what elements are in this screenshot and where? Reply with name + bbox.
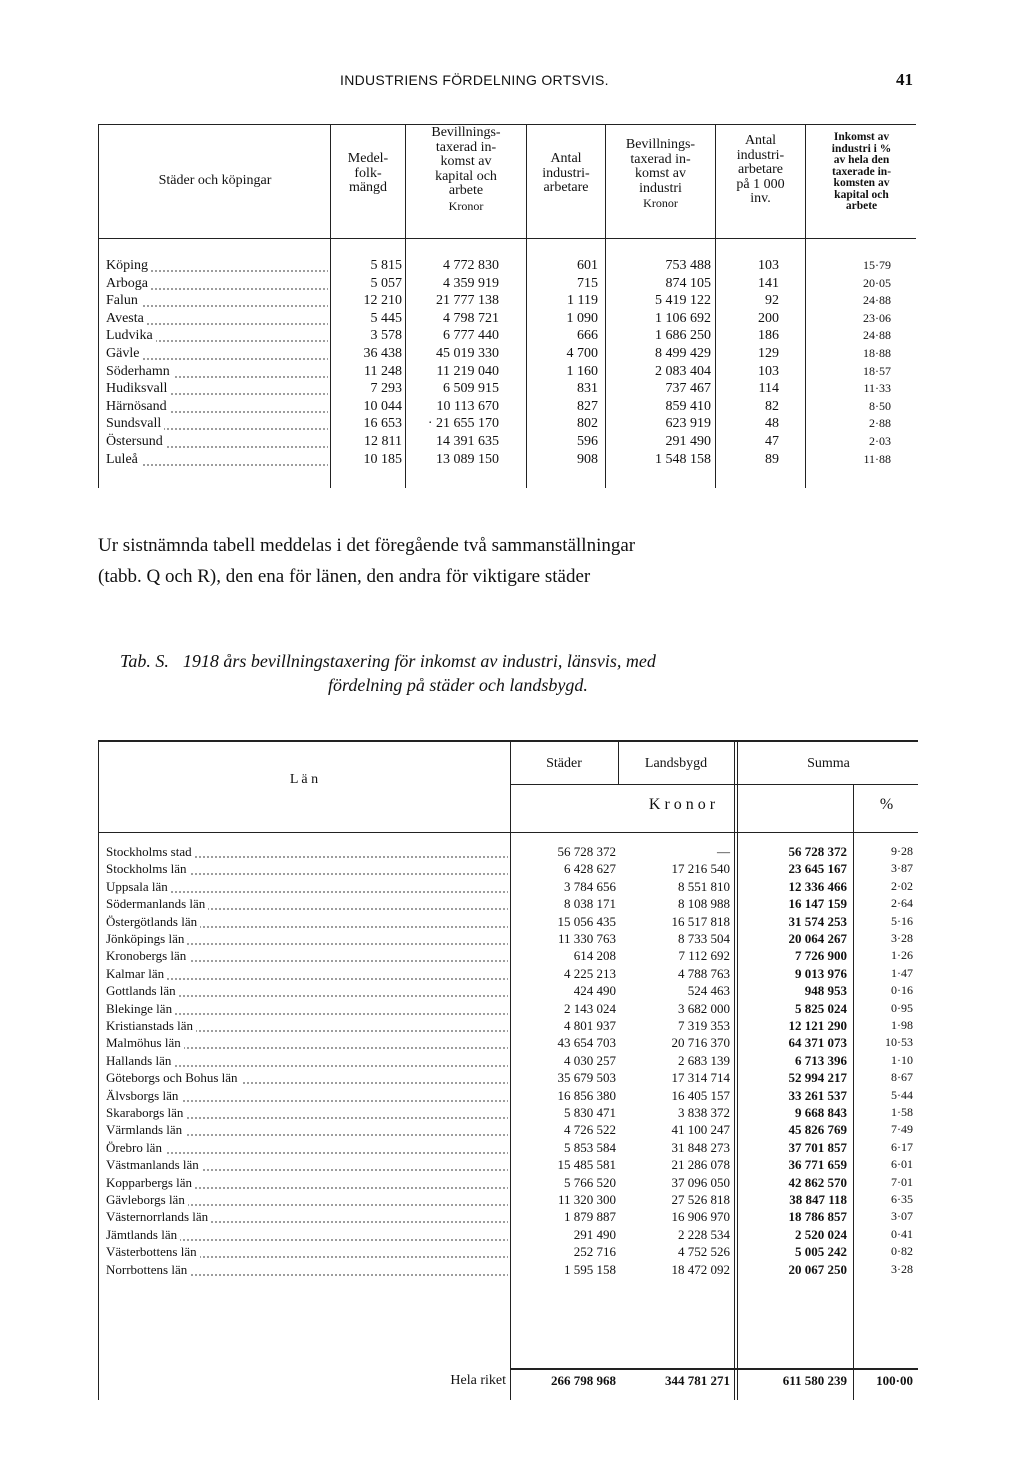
cell-pct: 9·28 <box>891 844 913 858</box>
cell-pct: 1·58 <box>891 1105 913 1119</box>
cell-landsbygd: 8 551 810 <box>678 878 730 894</box>
cell-lan: Blekinge län <box>106 1000 508 1018</box>
table-row <box>98 1208 918 1226</box>
cell-stader: 15 485 581 <box>557 1157 616 1173</box>
cell-summa: 56 728 372 <box>788 844 847 859</box>
cell-pct: 0·41 <box>891 1226 913 1241</box>
cell-pop: 16 653 <box>363 416 402 432</box>
cell-pct: 0·82 <box>891 1244 913 1259</box>
cell-lan: Norrbottens län <box>106 1261 508 1279</box>
cell-pop: 10 185 <box>363 451 402 467</box>
cell-tax: 4 798 721 <box>443 310 499 326</box>
cell-lan: Östergötlands län <box>106 913 508 931</box>
cell-tax: 4 359 919 <box>443 275 499 291</box>
counties-table <box>98 740 918 1400</box>
header-ind-tax: Bevillnings- taxerad in- komst av industri Kronor <box>625 137 696 210</box>
cities-table <box>98 124 916 488</box>
table-row <box>98 1121 918 1139</box>
cell-stader: 56 728 372 <box>557 844 616 859</box>
cell-lan: Gävleborgs län <box>106 1191 508 1209</box>
cell-landsbygd: 17 314 714 <box>671 1070 730 1086</box>
cell-per1000: 48 <box>765 416 779 432</box>
table-row <box>98 1034 918 1052</box>
table-row <box>98 380 916 398</box>
cell-landsbygd: 8 733 504 <box>678 931 730 946</box>
cell-summa: 42 862 570 <box>788 1174 847 1190</box>
cell-city: Östersund <box>106 433 328 451</box>
table-row <box>98 982 918 1000</box>
cell-stader: 4 726 522 <box>564 1122 616 1138</box>
cell-pct: 8·67 <box>891 1070 913 1085</box>
cell-summa: 6 713 396 <box>795 1052 847 1068</box>
header-kronor: K r o n o r <box>648 796 716 813</box>
cell-landsbygd: 8 108 988 <box>678 896 730 912</box>
cell-tax: 14 391 635 <box>436 434 499 449</box>
table-row <box>98 878 918 896</box>
cell-lan: Kopparbergs län <box>106 1174 508 1192</box>
cell-tax: 10 113 670 <box>436 398 499 414</box>
cell-stader: 4 801 937 <box>564 1018 616 1033</box>
cell-landsbygd: 4 752 526 <box>678 1244 730 1260</box>
cell-lan: Värmlands län <box>106 1121 508 1139</box>
cell-landsbygd: — <box>717 844 730 859</box>
cell-stader: 4 030 257 <box>564 1052 616 1068</box>
cell-stader: 8 038 171 <box>564 896 616 912</box>
header-tax: Bevillnings- taxerad in- komst av kapital och arbete Kronor <box>431 125 501 213</box>
table-row <box>98 275 916 293</box>
cell-landsbygd: 3 838 372 <box>678 1105 730 1120</box>
cell-share: 2·88 <box>869 416 891 431</box>
cell-lan: Västmanlands län <box>106 1156 508 1174</box>
cell-tax: 4 772 830 <box>443 258 499 273</box>
cell-stader: 11 330 763 <box>557 931 616 946</box>
cell-lan: Västerbottens län <box>106 1243 508 1261</box>
table-row <box>98 345 916 363</box>
cell-pct: 6·35 <box>891 1192 913 1206</box>
page-number: 41 <box>896 70 913 89</box>
cell-pct: 2·64 <box>891 896 913 911</box>
table-row <box>98 1000 918 1018</box>
cell-city: Ludvika <box>106 327 328 345</box>
header-per1000: Antal industri- arbetare på 1 000 inv. <box>736 133 785 206</box>
table-caption: Tab. S. 1918 års bevillningstaxering för inkomst av industri, länsvis, med <box>120 651 656 671</box>
cell-summa: 5 825 024 <box>795 1000 847 1016</box>
table-row <box>98 1243 918 1261</box>
cell-city: Avesta <box>106 310 328 328</box>
cell-ind-tax: 874 105 <box>665 275 711 291</box>
cell-summa: 5 005 242 <box>795 1244 847 1260</box>
cell-landsbygd: 3 682 000 <box>678 1000 730 1016</box>
cell-per1000: 186 <box>758 328 779 344</box>
cell-summa: 16 147 159 <box>788 896 847 912</box>
cell-per1000: 103 <box>758 258 779 273</box>
cell-stader: 424 490 <box>573 983 616 999</box>
table-row <box>98 895 918 913</box>
cell-lan: Södermanlands län <box>106 895 508 913</box>
table-row <box>98 310 916 328</box>
cell-summa: 18 786 857 <box>788 1209 847 1225</box>
cell-share: 18·88 <box>863 346 891 360</box>
cell-city: Falun <box>106 292 328 310</box>
table-row <box>98 451 916 469</box>
cell-lan: Stockholms län <box>106 860 508 878</box>
cell-summa: 64 371 073 <box>788 1035 847 1051</box>
cell-ind-tax: 1 548 158 <box>655 451 711 467</box>
cell-share: 18·57 <box>863 363 891 378</box>
cell-pct: 6·01 <box>891 1157 913 1172</box>
cell-share: 15·79 <box>863 258 891 272</box>
cell-landsbygd: 20 716 370 <box>671 1035 730 1051</box>
cell-summa: 33 261 537 <box>788 1087 847 1103</box>
cell-tax: 13 089 150 <box>436 451 499 467</box>
cell-workers: 1 090 <box>566 310 598 326</box>
cell-summa: 7 726 900 <box>795 948 847 964</box>
cell-lan: Jönköpings län <box>106 930 508 948</box>
cell-per1000: 141 <box>758 275 779 291</box>
cell-pct: 3·28 <box>891 1261 913 1276</box>
body-paragraph: Ur sistnämnda tabell meddelas i det föregående två sammanställningar (tabb. Q och R), den ena för länen, den andra för viktigare städer <box>98 535 636 587</box>
cell-pop: 12 811 <box>364 434 402 449</box>
cell-workers: 908 <box>577 451 598 467</box>
cell-stader: 43 654 703 <box>557 1035 616 1051</box>
table-caption-line2: fördelning på städer och landsbygd. <box>328 675 588 695</box>
cell-workers: 1 119 <box>567 293 598 309</box>
cell-lan: Skaraborgs län <box>106 1104 508 1122</box>
header-workers: Antal industri- arbetare <box>542 151 590 195</box>
cell-lan: Hallands län <box>106 1052 508 1070</box>
cell-landsbygd: 18 472 092 <box>671 1261 730 1277</box>
cell-stader: 16 856 380 <box>557 1087 616 1103</box>
cell-city: Arboga <box>106 275 328 293</box>
cell-workers: 715 <box>577 275 598 291</box>
cell-per1000: 129 <box>758 346 779 361</box>
cell-landsbygd: 17 216 540 <box>671 861 730 877</box>
cell-workers: 601 <box>577 258 598 273</box>
cell-landsbygd: 524 463 <box>687 983 730 999</box>
cell-pct: 3·07 <box>891 1209 913 1224</box>
cell-landsbygd: 2 683 139 <box>678 1052 730 1068</box>
header-city: Städer och köpingar <box>158 173 272 188</box>
cell-landsbygd: 16 906 970 <box>671 1209 730 1225</box>
cell-share: 20·05 <box>863 275 891 290</box>
header-stader: Städer <box>546 756 582 771</box>
cell-pct: 0·16 <box>891 983 913 998</box>
cell-tax: 6 777 440 <box>443 328 499 344</box>
cell-summa: 31 574 253 <box>788 913 847 929</box>
cell-tax: · 21 655 170 <box>427 416 499 432</box>
table-row <box>98 947 918 965</box>
total-row: Hela riket 266 798 968 344 781 271 611 580 239 100·00 <box>450 1373 913 1388</box>
cell-per1000: 89 <box>765 451 779 467</box>
cell-share: 24·88 <box>863 293 891 308</box>
table-row <box>98 1104 918 1122</box>
cell-landsbygd: 7 112 692 <box>678 948 730 964</box>
cell-city: Härnösand <box>106 398 328 416</box>
cell-summa: 9 668 843 <box>795 1105 847 1120</box>
table-row <box>98 257 916 275</box>
cell-lan: Örebro län <box>106 1139 508 1157</box>
cell-pop: 5 057 <box>370 275 402 291</box>
cell-landsbygd: 7 319 353 <box>678 1018 730 1033</box>
table-row <box>98 1226 918 1244</box>
cell-ind-tax: 753 488 <box>665 258 711 273</box>
cell-pop: 5 445 <box>370 310 402 326</box>
cell-pct: 3·28 <box>891 931 913 945</box>
cell-workers: 827 <box>577 398 598 414</box>
running-header: INDUSTRIENS FÖRDELNING ORTSVIS. <box>340 72 609 88</box>
cell-summa: 12 121 290 <box>788 1018 847 1033</box>
cell-stader: 5 830 471 <box>564 1105 616 1120</box>
cell-pct: 7·49 <box>891 1122 913 1137</box>
cell-per1000: 200 <box>758 310 779 326</box>
cell-summa: 36 771 659 <box>788 1157 847 1173</box>
cell-pct: 1·10 <box>891 1052 913 1067</box>
cell-pct: 1·98 <box>891 1018 913 1032</box>
header-lan: L ä n <box>289 772 319 787</box>
table-row <box>98 1069 918 1087</box>
cell-share: 8·50 <box>869 398 891 413</box>
cell-per1000: 47 <box>765 434 779 449</box>
table-row <box>98 433 916 451</box>
table-row <box>98 398 916 416</box>
cell-pop: 7 293 <box>370 381 402 397</box>
cell-workers: 666 <box>577 328 598 344</box>
cell-city: Luleå <box>106 451 328 469</box>
cell-pop: 11 248 <box>364 363 402 379</box>
cell-stader: 5 766 520 <box>564 1174 616 1190</box>
caption-label: Tab. S. <box>120 651 169 671</box>
table-row <box>98 1261 918 1279</box>
cell-lan: Göteborgs och Bohus län <box>106 1069 508 1087</box>
cell-landsbygd: 4 788 763 <box>678 965 730 981</box>
cell-summa: 38 847 118 <box>789 1192 847 1207</box>
cell-lan: Stockholms stad <box>106 843 508 861</box>
cell-pop: 36 438 <box>363 346 402 361</box>
cell-ind-tax: 623 919 <box>665 416 711 432</box>
cell-lan: Kalmar län <box>106 965 508 983</box>
cell-stader: 1 595 158 <box>564 1261 616 1277</box>
cell-workers: 831 <box>577 381 598 397</box>
cell-city: Söderhamn <box>106 363 328 381</box>
cell-pct: 5·44 <box>891 1087 913 1102</box>
header-summa: Summa <box>807 756 850 771</box>
cell-lan: Uppsala län <box>106 878 508 896</box>
cell-stader: 6 428 627 <box>564 861 616 877</box>
cell-workers: 596 <box>577 434 598 449</box>
table-row <box>98 1156 918 1174</box>
cell-ind-tax: 1 686 250 <box>655 328 711 344</box>
cell-ind-tax: 1 106 692 <box>655 310 711 326</box>
cell-ind-tax: 5 419 122 <box>655 293 711 309</box>
table-row <box>98 965 918 983</box>
cell-summa: 9 013 976 <box>795 965 847 981</box>
cell-stader: 5 853 584 <box>564 1139 616 1155</box>
cell-landsbygd: 31 848 273 <box>671 1139 730 1155</box>
cell-pop: 12 210 <box>363 293 402 309</box>
cell-lan: Älvsborgs län <box>106 1087 508 1105</box>
cell-landsbygd: 21 286 078 <box>671 1157 730 1173</box>
cell-ind-tax: 2 083 404 <box>655 363 711 379</box>
cell-summa: 2 520 024 <box>795 1226 847 1242</box>
cell-stader: 15 056 435 <box>557 913 616 929</box>
cell-tax: 21 777 138 <box>436 293 499 309</box>
cell-ind-tax: 737 467 <box>665 381 711 397</box>
cell-pop: 3 578 <box>370 328 402 344</box>
cell-share: 11·88 <box>863 451 891 466</box>
cell-per1000: 103 <box>758 363 779 379</box>
cell-city: Sundsvall <box>106 415 328 433</box>
table-row <box>98 292 916 310</box>
cell-landsbygd: 2 228 534 <box>678 1226 730 1242</box>
table-row <box>98 415 916 433</box>
cell-stader: 252 716 <box>573 1244 616 1260</box>
cell-tax: 6 509 915 <box>443 381 499 397</box>
header-share: Inkomst av industri i % av hela den taxerade in- komsten av kapital och arbete <box>831 131 892 212</box>
table-row <box>98 363 916 381</box>
cell-summa: 948 953 <box>804 983 847 999</box>
cell-stader: 3 784 656 <box>564 878 616 894</box>
cell-landsbygd: 16 405 157 <box>671 1087 730 1103</box>
cell-summa: 20 064 267 <box>788 931 847 946</box>
cell-pop: 10 044 <box>363 398 402 414</box>
cell-share: 24·88 <box>863 328 891 343</box>
cell-summa: 23 645 167 <box>788 861 847 877</box>
cell-city: Gävle <box>106 345 328 363</box>
cell-summa: 20 067 250 <box>788 1261 847 1277</box>
cell-pct: 2·02 <box>891 878 913 893</box>
header-landsbygd: Landsbygd <box>644 756 708 771</box>
cell-city: Köping <box>106 257 328 275</box>
table-row <box>98 1087 918 1105</box>
cell-share: 11·33 <box>863 381 891 396</box>
cell-workers: 4 700 <box>566 346 598 361</box>
cell-pct: 6·17 <box>891 1139 913 1154</box>
cell-ind-tax: 859 410 <box>665 398 711 414</box>
table-row <box>98 1174 918 1192</box>
cell-pct: 0·95 <box>891 1000 913 1015</box>
cell-pct: 7·01 <box>891 1174 913 1189</box>
cell-pct: 10·53 <box>885 1035 913 1050</box>
table-row <box>98 930 918 948</box>
header-pop: Medel- folk- mängd <box>347 151 389 195</box>
cell-ind-tax: 8 499 429 <box>655 346 711 361</box>
cell-stader: 2 143 024 <box>564 1000 616 1016</box>
cell-landsbygd: 41 100 247 <box>671 1122 730 1138</box>
cell-pct: 3·87 <box>891 861 913 876</box>
cell-tax: 11 219 040 <box>436 363 499 379</box>
cell-stader: 291 490 <box>573 1226 616 1242</box>
cell-summa: 37 701 857 <box>788 1139 847 1155</box>
cell-stader: 35 679 503 <box>557 1070 616 1086</box>
cell-lan: Kristianstads län <box>106 1017 508 1035</box>
cell-lan: Kronobergs län <box>106 947 508 965</box>
table-row <box>98 1017 918 1035</box>
cell-city: Hudiksvall <box>106 380 328 398</box>
cell-lan: Malmöhus län <box>106 1034 508 1052</box>
cell-tax: 45 019 330 <box>436 346 499 361</box>
cell-stader: 614 208 <box>573 948 616 964</box>
cell-landsbygd: 27 526 818 <box>671 1192 730 1207</box>
cell-pct: 1·26 <box>891 948 913 963</box>
cell-landsbygd: 16 517 818 <box>671 913 730 929</box>
cell-stader: 11 320 300 <box>557 1192 616 1207</box>
cell-summa: 52 994 217 <box>788 1070 847 1086</box>
cell-workers: 1 160 <box>566 363 598 379</box>
table-row <box>98 327 916 345</box>
table-row <box>98 1139 918 1157</box>
table-row <box>98 860 918 878</box>
cell-stader: 4 225 213 <box>564 965 616 981</box>
cell-summa: 12 336 466 <box>788 878 847 894</box>
cell-share: 2·03 <box>869 434 891 448</box>
cell-ind-tax: 291 490 <box>665 434 711 449</box>
cell-share: 23·06 <box>863 310 891 325</box>
table-row <box>98 1052 918 1070</box>
cell-pct: 5·16 <box>891 913 913 928</box>
cell-landsbygd: 37 096 050 <box>671 1174 730 1190</box>
cell-lan: Jämtlands län <box>106 1226 508 1244</box>
table-row <box>98 913 918 931</box>
cell-workers: 802 <box>577 416 598 432</box>
cell-per1000: 82 <box>765 398 779 414</box>
table-row <box>98 843 918 861</box>
header-pct: % <box>879 796 894 813</box>
cell-lan: Gottlands län <box>106 982 508 1000</box>
cell-per1000: 114 <box>758 381 779 397</box>
cell-per1000: 92 <box>765 293 779 309</box>
cell-lan: Västernorrlands län <box>106 1208 508 1226</box>
cell-pop: 5 815 <box>370 258 402 273</box>
cell-stader: 1 879 887 <box>564 1209 616 1225</box>
cell-pct: 1·47 <box>891 965 913 980</box>
cell-summa: 45 826 769 <box>788 1122 847 1138</box>
table-row <box>98 1191 918 1209</box>
